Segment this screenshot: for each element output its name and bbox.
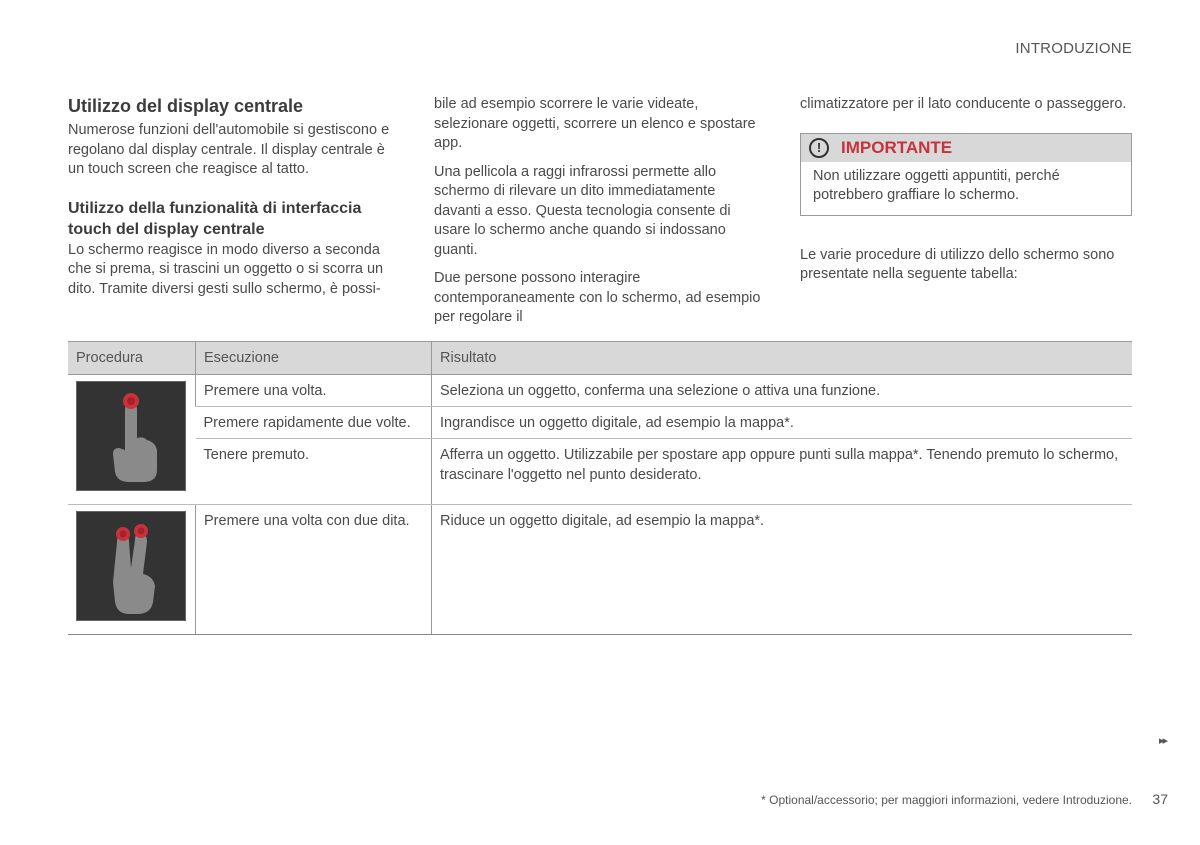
footnote: * Optional/accessorio; per maggiori informazioni, vedere Introduzione. [761,793,1132,807]
warning-label: IMPORTANTE [841,137,953,157]
warning-text: Non utilizzare oggetti appuntiti, perché potrebbero graffiare lo schermo. [813,167,1060,203]
result-cell: Ingrandisce un oggetto digitale, ad esempio la mappa*. [432,407,1133,439]
warning-header [801,134,1131,162]
chapter-header: INTRODUZIONE [1015,40,1132,57]
header-risultato: Risultato [432,342,1133,375]
gesture-image-cell [68,505,196,635]
procedure-table [68,341,1132,635]
column-middle [434,95,764,337]
header-procedura: Procedura [68,342,196,375]
two-finger-tap-icon [76,511,186,621]
touch-paragraph [68,241,398,300]
execution-cell: Premere rapidamente due volte. [196,407,432,439]
table-header-row [68,342,1132,375]
table-row [68,505,1132,635]
exclamation-icon: ! [809,138,829,158]
result-cell: Riduce un oggetto digitale, ad esempio la mappa*. [432,505,1133,635]
table-row [68,407,1132,439]
touch-paragraph-text: Lo schermo reagisce in modo diverso a seconda che si prema, si trascini un oggetto o si scorra un dito. Tramite diversi gesti sullo schermo, è possi- [68,241,384,297]
result-cell: Afferra un oggetto. Utilizzabile per spostare app oppure punti sulla mappa*. Tenendo premuto lo schermo, trascinare l'oggetto nel punto desiderato. [432,439,1133,505]
table-intro: Le varie procedure di utilizzo dello schermo sono presentate nella seguente tabella: [800,246,1115,282]
execution-cell: Tenere premuto. [196,439,432,505]
column-left [68,95,398,307]
subsection-title: Utilizzo della funzionalità di interfaccia touch del display centrale [68,199,362,238]
warning-box [800,133,1132,216]
next-page-arrows-icon: ▸▸ [1158,735,1166,747]
two-person-paragraph: Due persone possono interagire contemporaneamente con lo schermo, ad esempio per regolare il [434,270,761,325]
header-esecuzione: Esecuzione [196,342,432,375]
continued-paragraph-right: climatizzatore per il lato conducente o passeggero. [800,96,1127,112]
column-right [800,95,1130,293]
continued-paragraph: bile ad esempio scorrere le varie videate, selezionare oggetti, scorrere un elenco e spostare app. [434,96,756,151]
infrared-paragraph: Una pellicola a raggi infrarossi permette allo schermo di rilevare un dito immediatamente davanti a esso. Questa tecnologia consente di usare lo schermo anche quando si indossano guanti. [434,163,731,258]
one-finger-tap-icon [76,381,186,491]
table-row [68,375,1132,407]
intro-paragraph: Numerose funzioni dell'automobile si gestiscono e regolano dal display centrale. Il display centrale è un touch screen che reagisce al tatto. [68,122,390,177]
gesture-image-cell [68,375,196,505]
table-row [68,439,1132,505]
execution-cell: Premere una volta. [196,375,432,407]
execution-cell: Premere una volta con due dita. [196,505,432,635]
page-number: 37 [1152,791,1168,807]
warning-body [801,162,1131,215]
result-cell: Seleziona un oggetto, conferma una selezione o attiva una funzione. [432,375,1133,407]
section-title: Utilizzo del display centrale [68,96,304,116]
